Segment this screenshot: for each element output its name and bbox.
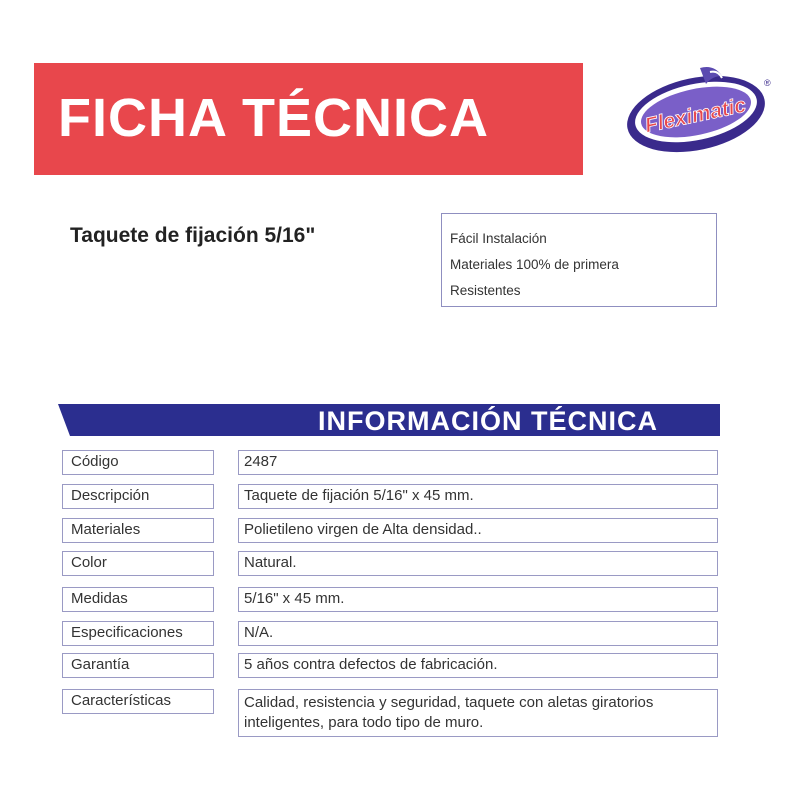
spec-value: N/A. xyxy=(238,621,718,646)
spec-label: Especificaciones xyxy=(62,621,214,646)
spec-label: Código xyxy=(62,450,214,475)
feature-item: Fácil Instalación xyxy=(450,231,547,246)
spec-value: Calidad, resistencia y seguridad, taquete con aletas giratorios inteligentes, para todo tipo de muro. xyxy=(238,689,718,737)
spec-label: Color xyxy=(62,551,214,576)
fleximatic-logo xyxy=(612,62,772,154)
spec-value: 5 años contra defectos de fabricación. xyxy=(238,653,718,678)
spec-value: 5/16" x 45 mm. xyxy=(238,587,718,612)
spec-label: Medidas xyxy=(62,587,214,612)
features-box xyxy=(441,213,717,307)
feature-item: Resistentes xyxy=(450,283,521,298)
spec-value: Polietileno virgen de Alta densidad.. xyxy=(238,518,718,543)
spec-row xyxy=(62,689,718,737)
spec-row xyxy=(62,518,718,543)
spec-row xyxy=(62,484,718,509)
spec-row xyxy=(62,653,718,678)
spec-row xyxy=(62,587,718,612)
spec-label: Garantía xyxy=(62,653,214,678)
spec-row xyxy=(62,450,718,475)
registered-mark: ® xyxy=(764,78,771,88)
spec-label: Materiales xyxy=(62,518,214,543)
feature-item: Materiales 100% de primera xyxy=(450,257,619,272)
spec-label: Características xyxy=(62,689,214,714)
page-title: FICHA TÉCNICA xyxy=(58,88,489,148)
spec-value: Natural. xyxy=(238,551,718,576)
spec-row xyxy=(62,551,718,576)
logo-text: Fleximatic xyxy=(642,93,749,138)
product-title: Taquete de fijación 5/16" xyxy=(70,224,316,247)
spec-value: 2487 xyxy=(238,450,718,475)
spec-label: Descripción xyxy=(62,484,214,509)
section-title: INFORMACIÓN TÉCNICA xyxy=(318,406,658,436)
spec-row xyxy=(62,621,718,646)
spec-value: Taquete de fijación 5/16" x 45 mm. xyxy=(238,484,718,509)
